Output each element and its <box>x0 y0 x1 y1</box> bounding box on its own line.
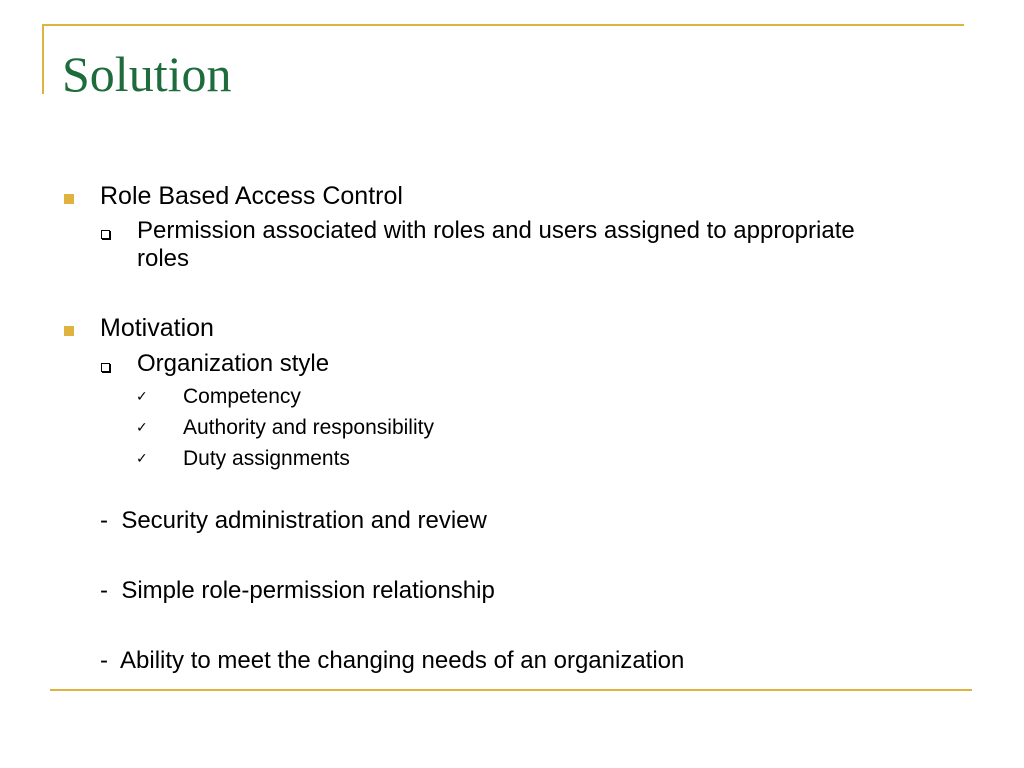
sub-bullet-permission: Permission associated with roles and users assigned to appropriate roles <box>137 217 855 272</box>
frame-left-line <box>42 24 44 94</box>
hollow-square-bullet-icon <box>101 230 110 239</box>
checkmark-icon: ✓ <box>136 389 148 405</box>
hollow-square-bullet-icon <box>101 363 110 372</box>
frame-bottom-line <box>50 689 972 691</box>
checkmark-icon: ✓ <box>136 420 148 436</box>
square-bullet-icon <box>64 194 74 204</box>
bullet-motivation: Motivation <box>100 314 214 342</box>
square-bullet-icon <box>64 326 74 336</box>
dash-item-security-administration: - Security administration and review <box>100 507 487 534</box>
dash-item-changing-needs: - Ability to meet the changing needs of an organization <box>100 647 685 674</box>
dash-item-simple-relationship: - Simple role-permission relationship <box>100 577 495 604</box>
check-item-authority: Authority and responsibility <box>183 416 434 439</box>
check-item-competency: Competency <box>183 385 301 408</box>
checkmark-icon: ✓ <box>136 451 148 467</box>
frame-top-line <box>42 24 964 26</box>
sub-bullet-organization-style: Organization style <box>137 350 330 377</box>
slide-title: Solution <box>62 46 232 102</box>
bullet-role-based-access-control: Role Based Access Control <box>100 182 403 210</box>
check-item-duty: Duty assignments <box>183 447 350 470</box>
